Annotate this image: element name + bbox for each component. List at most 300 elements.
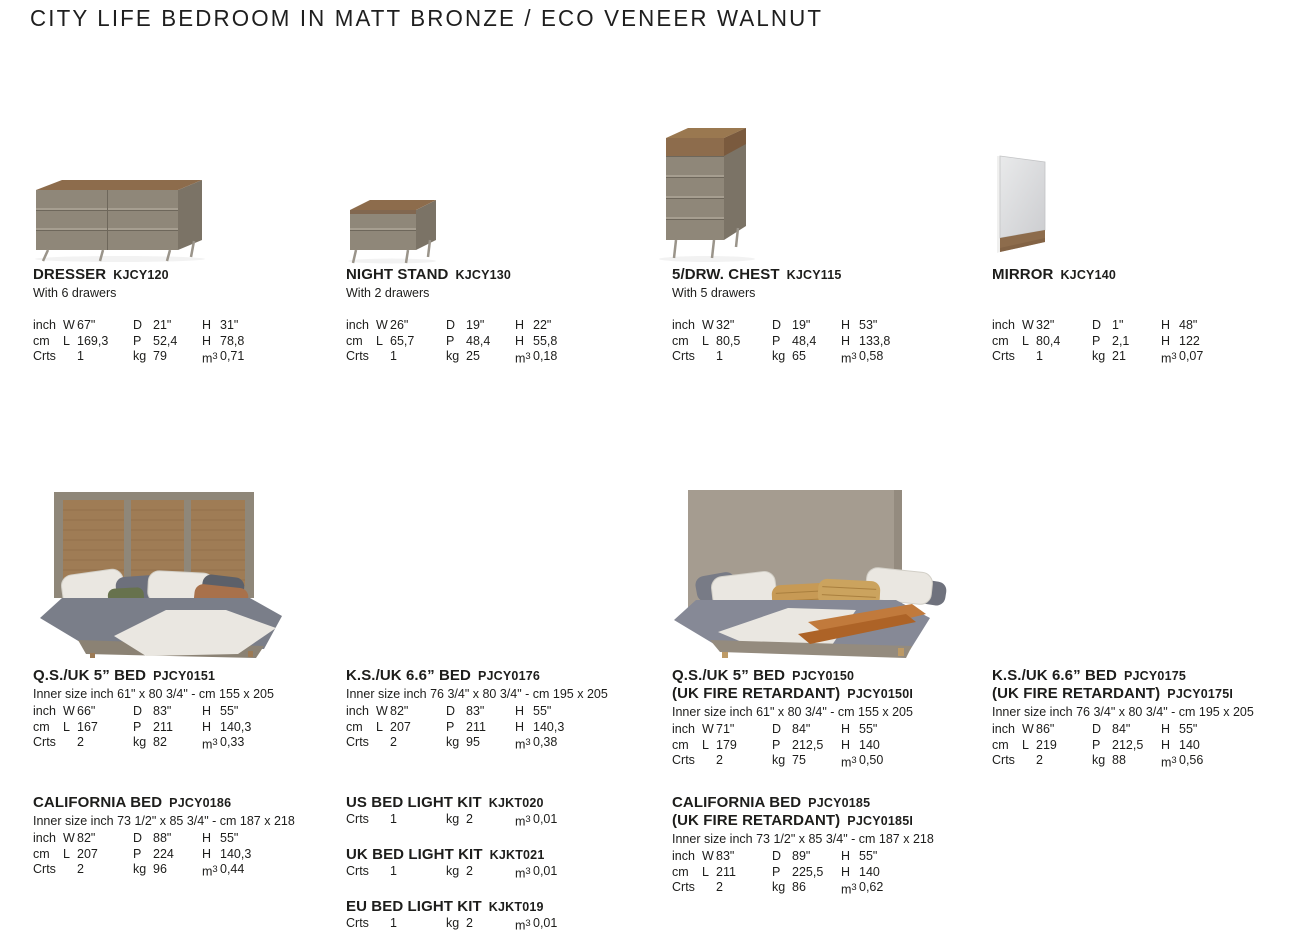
superscript-3: 3	[212, 864, 218, 875]
product-subtitle: Inner size inch 76 3/4" x 80 3/4" - cm 195 x 205	[346, 687, 608, 701]
stat-dim-value: 2	[466, 864, 473, 878]
product-card-qs-bed	[33, 667, 337, 753]
product-code: KJCY140	[1060, 268, 1117, 282]
stats-row	[992, 349, 1293, 367]
stat-dim-value: 66"	[77, 704, 96, 718]
product-card-chest	[672, 266, 976, 376]
superscript-3: 3	[851, 351, 857, 362]
stat-unit: Crts	[346, 349, 369, 363]
stats-row	[672, 753, 976, 771]
stat-dim-label: H	[1161, 722, 1171, 736]
stat-dim-value: 48"	[1179, 318, 1198, 332]
product-name-2: (UK FIRE RETARDANT)	[672, 685, 841, 702]
stat-dim-value: 0,18	[533, 349, 558, 363]
stats-table	[346, 812, 650, 830]
stats-row	[672, 865, 976, 881]
chest-photo	[652, 118, 772, 264]
product-name: 5/DRW. CHEST	[672, 266, 780, 283]
stat-dim-label: W	[1022, 318, 1034, 332]
stat-dim-label: P	[772, 864, 781, 879]
stat-dim-value: 140	[859, 864, 880, 879]
stat-dim-value: 53"	[859, 318, 878, 332]
stat-dim-value: 55"	[220, 704, 239, 718]
stat-dim-value: 2	[466, 916, 473, 930]
product-title-line-2	[672, 812, 976, 830]
stat-dim-value: 0,62	[859, 880, 884, 894]
stat-unit: cm	[992, 333, 1009, 348]
stat-dim-label: W	[702, 722, 714, 736]
stat-unit: cm	[672, 864, 689, 879]
product-code: PJCY0151	[153, 669, 216, 683]
stat-unit: Crts	[346, 864, 369, 878]
stat-dim-label: L	[702, 333, 709, 348]
stat-dim-label: W	[702, 318, 714, 332]
stat-dim-label: P	[772, 737, 781, 752]
stats-table	[346, 318, 650, 367]
product-subtitle: Inner size inch 61" x 80 3/4" - cm 155 x 205	[672, 705, 913, 719]
product-title-line	[346, 667, 650, 685]
product-subtitle: Inner size inch 76 3/4" x 80 3/4" - cm 195 x 205	[992, 705, 1254, 719]
stat-dim-value: 1	[390, 812, 397, 826]
stat-dim-label: H	[202, 704, 212, 718]
wood-bed-photo	[24, 486, 306, 658]
product-title-line	[346, 898, 650, 916]
product-name: Q.S./UK 5” BED	[672, 667, 786, 684]
stat-dim-label: L	[63, 719, 70, 734]
stat-dim-label: kg	[133, 349, 147, 363]
mirror-photo	[988, 150, 1054, 262]
stat-dim-value: 67"	[77, 318, 96, 332]
stat-unit: Crts	[33, 735, 56, 749]
stat-dim-label	[376, 864, 390, 882]
stats-table	[33, 831, 337, 880]
stat-dim-label	[63, 862, 77, 880]
stat-dim-label	[702, 349, 716, 367]
stat-dim-value: 224	[153, 846, 174, 861]
stat-dim-value: 26"	[390, 318, 409, 332]
stats-table	[346, 916, 650, 933]
stat-dim-label: H	[202, 333, 212, 348]
stat-dim-value: 80,4	[1036, 333, 1061, 348]
stat-dim-label: P	[446, 719, 455, 734]
stat-dim-label: kg	[446, 864, 460, 878]
stat-dim-value: 1"	[1112, 318, 1124, 332]
stats-row	[346, 720, 650, 736]
stat-unit: inch	[346, 704, 369, 718]
stat-dim-label: $m^3$	[202, 737, 218, 752]
product-title-line	[672, 667, 976, 685]
stat-dim-label	[1022, 349, 1036, 367]
stat-dim-label: $m^3$	[202, 351, 218, 366]
stats-table	[992, 318, 1293, 367]
stat-unit: Crts	[33, 862, 56, 876]
product-card-california-bed-fr	[672, 794, 976, 898]
stat-dim-value: 89"	[792, 849, 811, 863]
stat-dim-value: 79	[153, 349, 167, 363]
stats-row	[992, 318, 1293, 334]
product-card-ks-bed	[346, 667, 650, 753]
stats-table	[346, 704, 650, 753]
superscript-3: 3	[212, 351, 218, 362]
stat-unit: Crts	[672, 753, 695, 767]
stat-dim-value: 1	[390, 864, 397, 878]
stat-dim-value: 1	[77, 349, 84, 363]
stat-unit: inch	[672, 318, 695, 332]
stat-dim-value: 82"	[77, 831, 96, 845]
stat-dim-value: 0,58	[859, 349, 884, 363]
stat-unit: Crts	[346, 916, 369, 930]
product-card-mirror	[992, 266, 1293, 376]
stat-dim-value: 0,01	[533, 916, 558, 930]
stat-unit: cm	[672, 737, 689, 752]
product-title-line	[33, 266, 337, 284]
product-title-line-2	[992, 685, 1293, 703]
stat-dim-label: P	[133, 846, 142, 861]
stat-dim-value: 55"	[1179, 722, 1198, 736]
stat-dim-value: 31"	[220, 318, 239, 332]
stat-dim-value: 0,01	[533, 864, 558, 878]
product-card-qs-bed-fr	[672, 667, 976, 771]
stat-dim-value: 78,8	[220, 333, 245, 348]
product-subtitle: Inner size inch 73 1/2" x 85 3/4" - cm 187 x 218	[672, 832, 934, 846]
stats-table	[346, 864, 650, 882]
stat-dim-label: L	[1022, 737, 1029, 752]
stat-dim-value: 32"	[716, 318, 735, 332]
product-title-line	[346, 794, 650, 812]
stat-dim-label: L	[1022, 333, 1029, 348]
superscript-3: 3	[851, 755, 857, 766]
product-card-dresser	[33, 266, 337, 376]
stat-dim-label: $m^3$	[515, 918, 531, 933]
stat-dim-label: H	[841, 333, 851, 348]
product-card-us-light-kit	[346, 794, 650, 830]
stats-row	[672, 738, 976, 754]
stat-dim-value: 225,5	[792, 864, 824, 879]
stat-dim-value: 55"	[859, 722, 878, 736]
stat-dim-value: 25	[466, 349, 480, 363]
product-name: EU BED LIGHT KIT	[346, 898, 482, 915]
stat-dim-value: 211	[466, 719, 486, 734]
stat-dim-value: 2,1	[1112, 333, 1130, 348]
stat-dim-value: 55"	[533, 704, 552, 718]
stat-dim-label: P	[772, 333, 781, 348]
stat-dim-label: L	[376, 333, 383, 348]
stat-dim-label	[1022, 753, 1036, 771]
stat-dim-value: 0,56	[1179, 753, 1204, 767]
stats-row	[672, 318, 976, 334]
page-title: CITY LIFE BEDROOM IN MATT BRONZE / ECO VENEER WALNUT	[30, 5, 824, 31]
stats-row	[672, 849, 976, 865]
stat-dim-label: P	[133, 333, 142, 348]
stat-dim-value: 82"	[390, 704, 409, 718]
stat-dim-value: 21	[1112, 349, 1126, 363]
product-code: PJCY0185	[808, 796, 871, 810]
stat-dim-value: 83"	[466, 704, 485, 718]
stat-dim-value: 19"	[466, 318, 485, 332]
stat-dim-label: kg	[772, 349, 786, 363]
stat-dim-label: kg	[1092, 349, 1106, 363]
stats-row	[672, 349, 976, 367]
product-name-2: (UK FIRE RETARDANT)	[992, 685, 1161, 702]
superscript-3: 3	[212, 737, 218, 748]
stat-dim-value: 22"	[533, 318, 552, 332]
stat-dim-label	[63, 735, 77, 753]
stat-dim-value: 179	[716, 737, 737, 752]
superscript-3: 3	[525, 918, 531, 929]
stat-dim-label: W	[63, 831, 75, 845]
product-subtitle: With 6 drawers	[33, 286, 117, 300]
product-code: PJCY0175	[1123, 669, 1187, 683]
product-subtitle: With 5 drawers	[672, 286, 756, 300]
product-title-line	[672, 794, 976, 812]
stats-row	[33, 720, 337, 736]
stat-dim-label: H	[515, 318, 525, 332]
product-code: PJCY0186	[169, 796, 232, 810]
stats-row	[992, 738, 1293, 754]
stats-row	[346, 864, 650, 882]
stat-dim-value: 83"	[716, 849, 735, 863]
stat-dim-label: $m^3$	[515, 814, 531, 829]
stat-dim-label: kg	[446, 349, 460, 363]
stat-dim-value: 75	[792, 753, 806, 767]
stat-dim-value: 48,4	[466, 333, 491, 348]
stats-row	[992, 753, 1293, 771]
stat-dim-label: W	[1022, 722, 1034, 736]
stat-unit: cm	[346, 333, 363, 348]
stat-dim-value: 52,4	[153, 333, 178, 348]
stat-dim-value: 207	[77, 846, 98, 861]
stat-dim-value: 84"	[792, 722, 811, 736]
stat-dim-value: 167	[77, 719, 98, 734]
stat-dim-label: kg	[446, 812, 460, 826]
stat-unit: inch	[346, 318, 369, 332]
stat-dim-label	[376, 812, 390, 830]
stat-unit: Crts	[33, 349, 56, 363]
stat-unit: Crts	[346, 735, 369, 749]
stat-dim-value: 122	[1179, 333, 1200, 348]
product-code: KJCY120	[113, 268, 169, 282]
superscript-3: 3	[525, 351, 531, 362]
stat-dim-label: H	[202, 318, 212, 332]
product-code: KJKT020	[488, 796, 544, 810]
stat-dim-label: $m^3$	[202, 864, 218, 879]
dresser-photo	[28, 160, 210, 262]
stat-dim-label: $m^3$	[841, 351, 857, 366]
stat-dim-value: 212,5	[792, 737, 824, 752]
stat-dim-value: 55,8	[533, 333, 558, 348]
stat-dim-label: H	[1161, 737, 1171, 752]
stat-unit: Crts	[992, 349, 1015, 363]
stat-dim-value: 2	[466, 812, 473, 826]
stat-unit: inch	[672, 722, 695, 736]
stat-unit: inch	[992, 318, 1015, 332]
stat-dim-value: 0,38	[533, 735, 558, 749]
stat-unit: cm	[992, 737, 1009, 752]
stats-row	[346, 704, 650, 720]
stat-dim-label	[376, 916, 390, 933]
stat-dim-label: D	[133, 318, 143, 332]
stat-dim-value: 32"	[1036, 318, 1055, 332]
stat-dim-value: 95	[466, 735, 480, 749]
stat-dim-value: 88"	[153, 831, 172, 845]
stat-dim-value: 0,33	[220, 735, 245, 749]
stats-row	[346, 349, 650, 367]
product-card-eu-light-kit	[346, 898, 650, 933]
stat-dim-value: 83"	[153, 704, 172, 718]
stat-dim-label: H	[202, 831, 212, 845]
stat-dim-value: 2	[716, 753, 723, 767]
stats-row	[346, 812, 650, 830]
product-card-ks-bed-fr	[992, 667, 1293, 771]
stats-row	[672, 334, 976, 350]
stats-row	[346, 318, 650, 334]
product-code: KJKT019	[488, 900, 544, 914]
stats-row	[672, 722, 976, 738]
stat-dim-value: 19"	[792, 318, 811, 332]
stat-unit: cm	[33, 719, 50, 734]
stat-dim-label: kg	[1092, 753, 1106, 767]
stat-dim-label: L	[63, 846, 70, 861]
stat-dim-label: D	[1092, 722, 1102, 736]
stats-table	[672, 318, 976, 367]
product-code: PJCY0176	[477, 669, 541, 683]
stats-table	[672, 722, 976, 771]
stat-dim-value: 212,5	[1112, 737, 1144, 752]
stats-row	[33, 349, 337, 367]
stat-dim-value: 55"	[859, 849, 878, 863]
stat-dim-label: D	[1092, 318, 1102, 332]
stat-dim-label: $m^3$	[515, 351, 531, 366]
stat-dim-label: D	[133, 831, 143, 845]
stat-dim-label: H	[515, 719, 525, 734]
stat-dim-value: 140	[859, 737, 880, 752]
stat-dim-label: W	[702, 849, 714, 863]
superscript-3: 3	[525, 814, 531, 825]
stats-table	[33, 318, 337, 367]
stat-dim-value: 80,5	[716, 333, 741, 348]
stat-dim-value: 55"	[220, 831, 239, 845]
stat-dim-label: H	[841, 849, 851, 863]
stat-dim-label	[702, 880, 716, 898]
stat-dim-label	[376, 735, 390, 753]
stat-dim-label: L	[376, 719, 383, 734]
product-title-line-2	[672, 685, 976, 703]
product-name: CALIFORNIA BED	[672, 794, 802, 811]
stat-unit: cm	[346, 719, 363, 734]
stat-dim-value: 84"	[1112, 722, 1131, 736]
stat-dim-label: D	[446, 318, 456, 332]
stat-dim-label	[702, 753, 716, 771]
stat-dim-value: 65,7	[390, 333, 415, 348]
product-code-2: PJCY0185I	[847, 814, 914, 828]
stat-unit: Crts	[672, 349, 695, 363]
product-subtitle: Inner size inch 73 1/2" x 85 3/4" - cm 187 x 218	[33, 814, 295, 828]
stat-dim-label	[63, 349, 77, 367]
stat-dim-label: H	[841, 737, 851, 752]
stat-dim-value: 0,07	[1179, 349, 1204, 363]
product-code: KJCY115	[786, 268, 842, 282]
stat-dim-label	[376, 349, 390, 367]
stat-dim-value: 65	[792, 349, 806, 363]
stat-dim-label: $m^3$	[515, 866, 531, 881]
stat-dim-label: D	[772, 722, 782, 736]
stat-dim-label: H	[515, 333, 525, 348]
stats-row	[33, 862, 337, 880]
stat-dim-value: 2	[77, 862, 84, 876]
stat-dim-label: $m^3$	[841, 755, 857, 770]
stat-dim-value: 82	[153, 735, 167, 749]
stat-unit: inch	[672, 849, 695, 863]
nightstand-photo	[344, 186, 444, 264]
superscript-3: 3	[525, 866, 531, 877]
stat-dim-label: D	[772, 318, 782, 332]
stat-dim-value: 140,3	[220, 846, 252, 861]
stat-unit: inch	[33, 831, 56, 845]
stat-unit: Crts	[672, 880, 695, 894]
product-name: DRESSER	[33, 266, 107, 283]
light-kits-list	[346, 794, 650, 933]
stat-dim-value: 1	[390, 349, 397, 363]
product-title-line	[346, 266, 650, 284]
upholstered-bed-photo	[660, 486, 958, 658]
stat-dim-label: W	[376, 704, 388, 718]
superscript-3: 3	[1171, 755, 1177, 766]
stat-dim-label: P	[133, 719, 142, 734]
stat-dim-label: D	[133, 704, 143, 718]
stat-dim-value: 0,50	[859, 753, 884, 767]
stats-row	[346, 334, 650, 350]
product-name: K.S./UK 6.6” BED	[346, 667, 471, 684]
stat-dim-value: 86	[792, 880, 806, 894]
stat-dim-label: H	[202, 719, 212, 734]
stat-dim-value: 96	[153, 862, 167, 876]
stat-unit: inch	[33, 704, 56, 718]
stat-dim-label: H	[841, 318, 851, 332]
product-title-line	[346, 846, 650, 864]
stat-dim-label: L	[63, 333, 70, 348]
product-title-line	[672, 266, 976, 284]
product-code: KJKT021	[489, 848, 545, 862]
stat-dim-value: 2	[77, 735, 84, 749]
stat-dim-label: D	[772, 849, 782, 863]
stat-unit: inch	[33, 318, 56, 332]
stat-unit: cm	[33, 846, 50, 861]
product-name: MIRROR	[992, 266, 1054, 283]
stats-row	[346, 735, 650, 753]
stat-dim-label: H	[841, 722, 851, 736]
product-title-line	[33, 794, 337, 812]
product-title-line	[992, 667, 1293, 685]
stat-dim-value: 140,3	[220, 719, 252, 734]
stat-dim-label: P	[1092, 333, 1101, 348]
stat-dim-label: H	[1161, 318, 1171, 332]
stat-dim-value: 0,01	[533, 812, 558, 826]
stat-dim-value: 0,44	[220, 862, 245, 876]
stat-dim-label: H	[841, 864, 851, 879]
product-card-nightstand	[346, 266, 650, 376]
stats-table	[672, 849, 976, 898]
stat-dim-value: 219	[1036, 737, 1057, 752]
stat-dim-label: kg	[133, 862, 147, 876]
stats-row	[992, 722, 1293, 738]
stat-dim-value: 1	[716, 349, 723, 363]
stat-dim-value: 140,3	[533, 719, 565, 734]
stats-row	[33, 847, 337, 863]
product-subtitle: Inner size inch 61" x 80 3/4" - cm 155 x 205	[33, 687, 274, 701]
product-code-2: PJCY0150I	[847, 687, 914, 701]
stat-dim-label: kg	[772, 753, 786, 767]
stat-dim-label: W	[376, 318, 388, 332]
